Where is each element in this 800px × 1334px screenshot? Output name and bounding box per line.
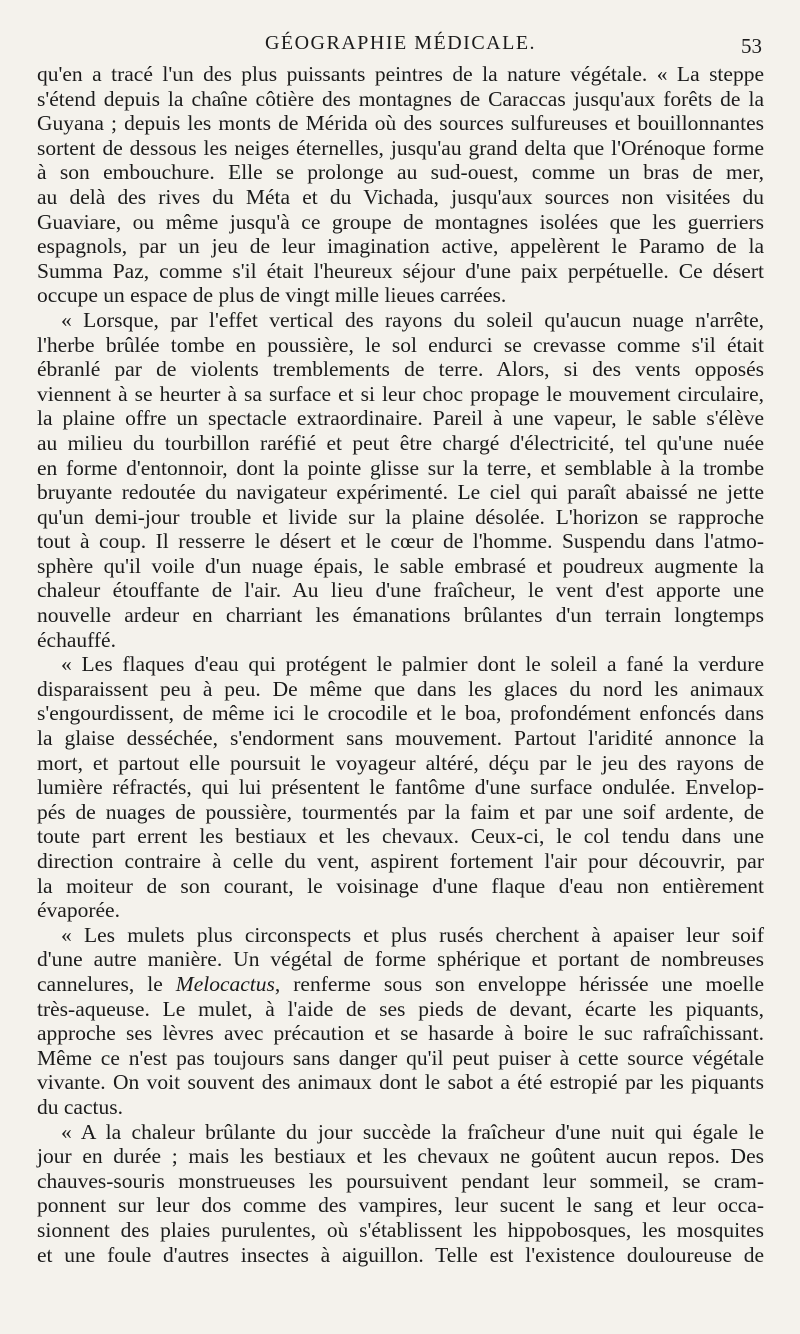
text-line: sortent de dessous les neiges éternelles, jusqu'au grand delta que l'Orénoque forme bbox=[37, 135, 764, 160]
text-line: en forme d'entonnoir, dont la pointe glisse sur la terre, et semblable à la trombe bbox=[37, 455, 764, 480]
text-line: « Les flaques d'eau qui protégent le palmier dont le soleil a fané la verdure bbox=[61, 652, 764, 677]
paragraph-2 bbox=[37, 308, 764, 652]
text-line: très-aqueuse. Le mulet, à l'aide de ses pieds de devant, écarte les piquants, bbox=[37, 996, 764, 1021]
text-line: occupe un espace de plus de vingt mille lieues carrées. bbox=[37, 283, 507, 308]
text-line: pés de nuages de poussière, tourmentés par la faim et par une soif ardente, de bbox=[37, 799, 764, 824]
text-line: « A la chaleur brûlante du jour succède la fraîcheur d'une nuit qui égale le bbox=[61, 1119, 764, 1144]
text-line: du cactus. bbox=[37, 1094, 123, 1119]
text-body bbox=[37, 62, 764, 1267]
text-line: sionnent des plaies purulentes, où s'établissent les hippobosques, les mosquites bbox=[37, 1217, 764, 1242]
text-line: viennent à se heurter à sa surface et si leur choc propage le mouvement circulaire, bbox=[37, 381, 764, 406]
text-line: disparaissent peu à peu. De même que dans les glaces du nord les animaux bbox=[37, 676, 764, 701]
text-line: échauffé. bbox=[37, 627, 116, 652]
text-line: qu'en a tracé l'un des plus puissants peintres de la nature végétale. « La steppe bbox=[37, 62, 764, 86]
text-line: « Lorsque, par l'effet vertical des rayons du soleil qu'aucun nuage n'arrête, bbox=[61, 307, 764, 332]
text-line: Guyana ; depuis les monts de Mérida où des sources sulfureuses et bouillonnantes bbox=[37, 111, 764, 136]
text-line: au milieu du tourbillon raréfié et peut être chargé d'électricité, tel qu'une nuée bbox=[37, 430, 764, 455]
paragraph-4 bbox=[37, 923, 764, 1120]
text-line: la moiteur de son courant, le voisinage d'une flaque d'eau non entièrement bbox=[37, 873, 764, 898]
running-title: GÉOGRAPHIE MÉDICALE. bbox=[264, 32, 537, 54]
text-line: sphère qu'il voile d'un nuage épais, le sable embrasé et poudreux augmente la bbox=[37, 553, 764, 578]
text-line: s'étend depuis la chaîne côtière des montagnes de Caraccas jusqu'aux forêts de la bbox=[37, 86, 764, 111]
text-line: bruyante redoutée du navigateur expérimenté. Le ciel qui paraît abaissé ne jette bbox=[37, 480, 764, 505]
text-line: Guaviare, ou même jusqu'à ce groupe de montagnes isolées que les guerriers bbox=[37, 209, 764, 234]
text-line: à son embouchure. Elle se prolonge au sud-ouest, comme un bras de mer, bbox=[37, 160, 764, 185]
text-segment: , renferme sous son enveloppe hérissée une moelle bbox=[274, 971, 765, 996]
text-line: ponnent sur leur dos comme des vampires, leur sucent le sang et leur occa- bbox=[37, 1193, 764, 1218]
text-line: d'une autre manière. Un végétal de forme sphérique et portant de nombreuses bbox=[37, 947, 764, 972]
text-line: et une foule d'autres insectes à aiguillon. Telle est l'existence douloureuse de bbox=[37, 1242, 764, 1267]
text-line: direction contraire à celle du vent, aspirent fortement l'air pour découvrir, par bbox=[37, 849, 764, 873]
italic-term: Melocactus bbox=[175, 971, 275, 996]
page-number: 53 bbox=[741, 34, 762, 58]
text-line: lumière réfractés, qui lui présentent le fantôme d'une surface ondulée. Envelop- bbox=[37, 775, 764, 800]
text-line: Summa Paz, comme s'il était l'heureux séjour d'une paix perpétuelle. Ce désert bbox=[37, 258, 764, 283]
text-line: la glaise desséchée, s'endorment sans mouvement. Partout l'aridité annonce la bbox=[37, 726, 764, 751]
text-line bbox=[37, 972, 764, 997]
text-line: la plaine offre un spectacle extraordinaire. Pareil à une vapeur, le sable s'élève bbox=[37, 406, 764, 431]
text-line: « Les mulets plus circonspects et plus rusés cherchent à apaiser leur soif bbox=[61, 922, 764, 947]
text-line: mort, et partout elle poursuit le voyageur altéré, déçu par le jeu des rayons de bbox=[37, 750, 764, 775]
text-line: évaporée. bbox=[37, 898, 120, 923]
text-line: Même ce n'est pas toujours sans danger qu'il peut puiser à cette source végétale bbox=[37, 1045, 764, 1070]
paragraph-1 bbox=[37, 62, 764, 308]
text-line: toute part errent les bestiaux et les chevaux. Ceux-ci, le col tendu dans une bbox=[37, 824, 764, 849]
text-line: espagnols, par un jeu de leur imagination active, appelèrent le Paramo de la bbox=[37, 234, 764, 259]
paragraph-5 bbox=[37, 1120, 764, 1268]
text-line: s'engourdissent, de même ici le crocodile et le boa, profondément enfoncés dans bbox=[37, 701, 764, 726]
text-line: tout à coup. Il resserre le désert et le cœur de l'homme. Suspendu dans l'atmo- bbox=[37, 529, 764, 554]
text-line: l'herbe brûlée tombe en poussière, le sol endurci se crevasse comme s'il était bbox=[37, 332, 764, 357]
text-line: chaleur étouffante de l'air. Au lieu d'une fraîcheur, le vent d'est apporte une bbox=[37, 578, 764, 603]
text-line: vivante. On voit souvent des animaux dont le sabot a été estropié par les piquants bbox=[37, 1070, 764, 1095]
running-header bbox=[37, 26, 764, 60]
text-line: chauves-souris monstrueuses les poursuivent pendant leur sommeil, se cram- bbox=[37, 1168, 764, 1193]
text-segment: cannelures, le bbox=[37, 971, 176, 996]
text-line: approche ses lèvres avec précaution et se hasarde à boire le suc rafraîchissant. bbox=[37, 1021, 764, 1046]
text-line: nouvelle ardeur en charriant les émanations brûlantes d'un terrain longtemps bbox=[37, 603, 764, 628]
text-line: qu'un demi-jour trouble et livide sur la plaine désolée. L'horizon se rapproche bbox=[37, 504, 764, 529]
text-line: ébranlé par de violents tremblements de terre. Alors, si des vents opposés bbox=[37, 357, 764, 382]
text-line: au delà des rives du Méta et du Vichada, jusqu'aux sources non visitées du bbox=[37, 184, 764, 209]
paragraph-3 bbox=[37, 652, 764, 923]
text-line: jour en durée ; mais les bestiaux et les chevaux ne goûtent aucun repos. Des bbox=[37, 1144, 764, 1169]
